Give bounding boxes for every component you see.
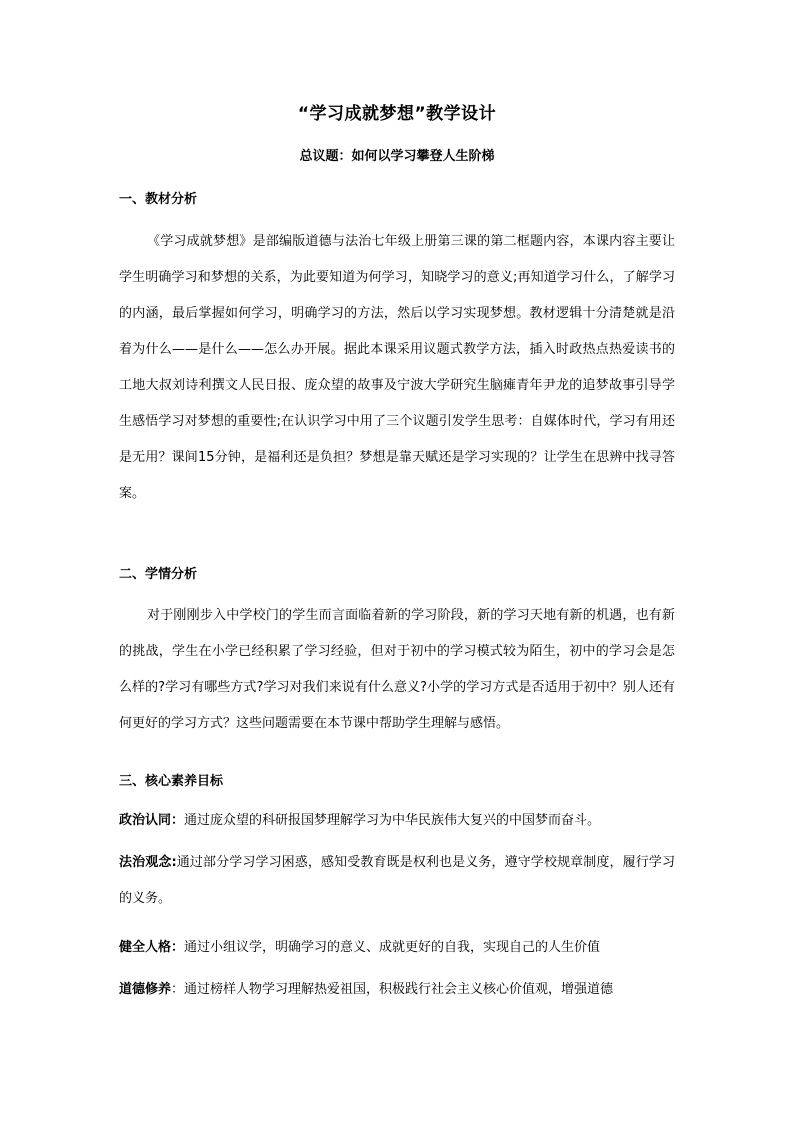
goal-political-identity bbox=[119, 803, 675, 839]
goal-label: 道德修养 bbox=[119, 982, 172, 997]
goal-text: 通过部分学习学习困惑，感知受教育既是权利也是义务，遵守学校规章制度，履行学习的义务。 bbox=[119, 855, 675, 906]
goal-rule-of-law bbox=[119, 845, 675, 917]
section-heading-core-literacy-goals: 三、核心素养目标 bbox=[119, 774, 224, 789]
goal-text: ：通过榜样人物学习理解热爱祖国，积极践行社会主义核心价值观，增强道德 bbox=[171, 982, 614, 997]
goal-label: 健全人格： bbox=[119, 940, 185, 955]
document-subtitle: 总议题：如何以学习攀登人生阶梯 bbox=[299, 149, 495, 164]
goal-moral-cultivation bbox=[119, 972, 675, 1008]
goal-text: 通过小组议学，明确学习的意义、成就更好的自我，实现自己的人生价值 bbox=[184, 940, 601, 955]
section-body-learner-analysis: 对于刚刚步入中学校门的学生而言面临着新的学习阶段，新的学习天地有新的机遇，也有新的挑战，学生在小学已经积累了学习经验，但对于初中的学习模式较为陌生，初中的学习会是怎么样的?学习有哪些方式?学习对我们来说有什么意义?小学的学习方式是否适用于初中？别人还有何更好的学习方式？这些问题需要在本节课中帮助学生理解与感悟。 bbox=[119, 608, 675, 731]
goal-sound-personality bbox=[119, 930, 675, 966]
goal-text: 通过庞众望的科研报国梦理解学习为中华民族伟大复兴的中国梦而奋斗。 bbox=[184, 813, 601, 828]
section-body-textbook-analysis: 《学习成就梦想》是部编版道德与法治七年级上册第三课的第二框题内容，本课内容主要让学生明确学习和梦想的关系，为此要知道为何学习，知晓学习的意义;再知道学习什么，了解学习的内涵，最后掌握如何学习，明确学习的方法，然后以学习实现梦想。教材逻辑十分清楚就是沿着为什么——是什么——怎么办开展。据此本课采用议题式教学方法，插入时政热点热爱读书的工地大叔刘诗利撰文人民日报、庞众望的故事及宁波大学研究生脑瘫青年尹龙的追梦故事引导学生感悟学习对梦想的重要性;在认识学习中用了三个议题引发学生思考：自媒体时代，学习有用还是无用？课间15分钟，是福利还是负担？梦想是靠天赋还是学习实现的？让学生在思辨中找寻答案。 bbox=[119, 234, 675, 501]
goal-label: 法治观念: bbox=[119, 855, 177, 870]
section-heading-textbook-analysis: 一、教材分析 bbox=[119, 192, 198, 207]
goal-label: 政治认同： bbox=[119, 813, 185, 828]
section-heading-learner-analysis: 二、学情分析 bbox=[119, 567, 198, 582]
document-title: “学习成就梦想”教学设计 bbox=[297, 104, 497, 124]
